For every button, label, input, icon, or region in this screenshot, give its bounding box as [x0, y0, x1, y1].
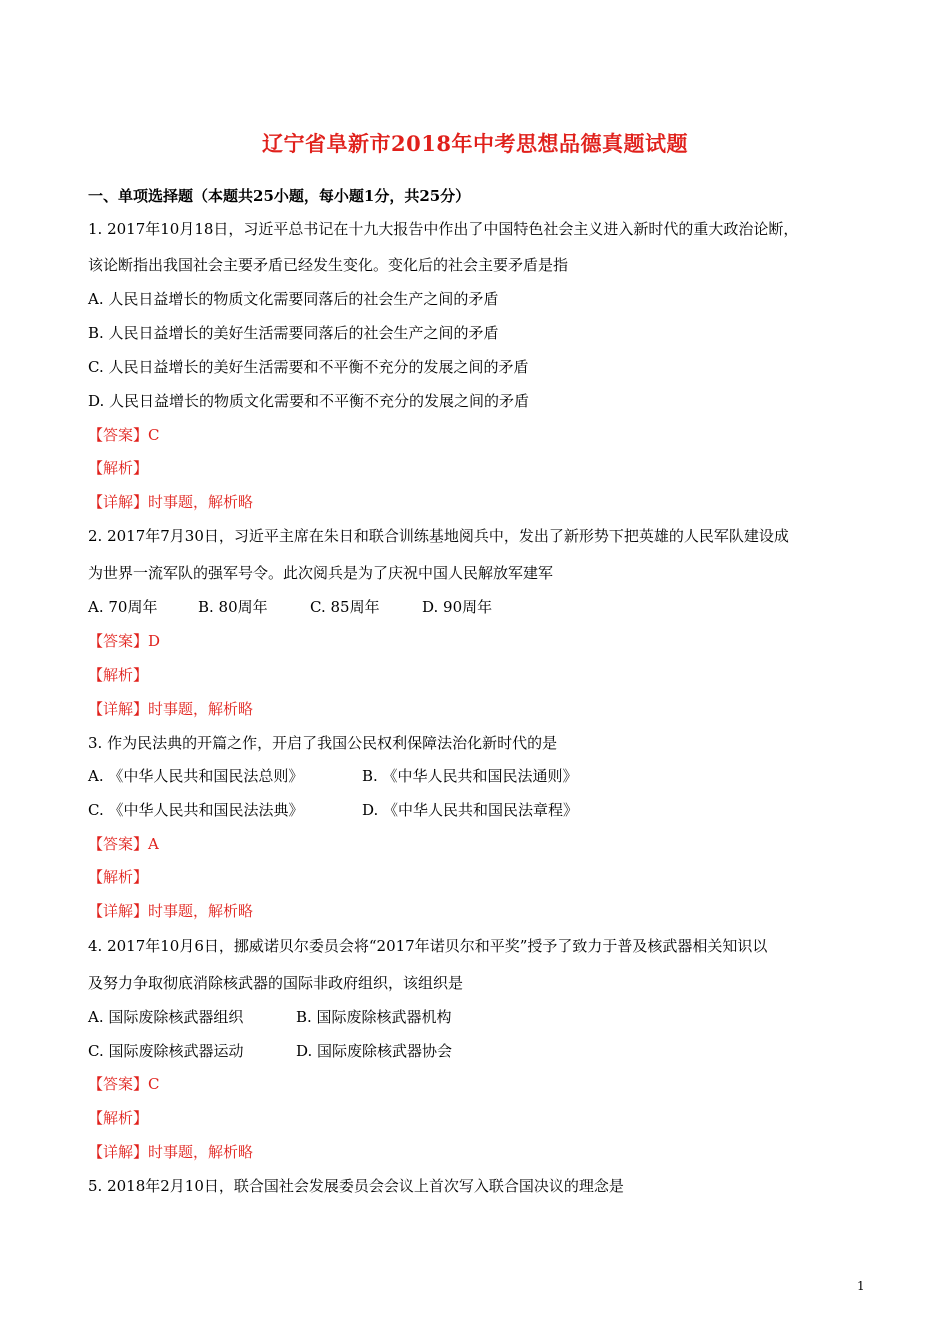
q4-stem-line2: 及努力争取彻底消除核武器的国际非政府组织，该组织是: [88, 974, 464, 992]
answer-value: A: [148, 835, 159, 853]
q3-detail: 【详解】时事题，解析略: [88, 902, 254, 920]
q3-option-c: C. 《中华人民共和国民法法典》: [88, 801, 304, 819]
q2-detail: 【详解】时事题，解析略: [88, 700, 254, 718]
q1-detail: 【详解】时事题，解析略: [88, 493, 254, 511]
q4-option-d: D. 国际废除核武器协会: [296, 1042, 453, 1060]
q4-answer: [88, 1074, 160, 1094]
q2-stem-line1: 2. 2017年7月30日，习近平主席在朱日和联合训练基地阅兵中，发出了新形势下把英雄的人民军队建设成: [88, 527, 789, 545]
q2-option-d: D. 90周年: [422, 598, 493, 616]
q4-option-a: A. 国际废除核武器组织: [88, 1008, 244, 1026]
q1-option-d: D. 人民日益增长的物质文化需要和不平衡不充分的发展之间的矛盾: [88, 392, 530, 410]
q4-options-row2: [88, 1041, 452, 1061]
q3-analysis-label: 【解析】: [88, 868, 149, 886]
q1-option-c: C. 人民日益增长的美好生活需要和不平衡不充分的发展之间的矛盾: [88, 358, 529, 376]
q1-stem-line1: 1. 2017年10月18日，习近平总书记在十九大报告中作出了中国特色社会主义进入新时代的重大政治论断，: [88, 220, 799, 238]
answer-value: C: [148, 426, 160, 444]
page-title: 辽宁省阜新市2018年中考思想品德真题试题: [262, 131, 688, 156]
q4-stem-line1: 4. 2017年10月6日，挪威诺贝尔委员会将“2017年诺贝尔和平奖”授予了致力于普及核武器相关知识以: [88, 937, 768, 955]
section-heading: 一、单项选择题（本题共25小题，每小题1分，共25分）: [88, 187, 471, 205]
q3-options-row2: [88, 800, 578, 820]
q2-option-c: C. 85周年: [310, 598, 380, 616]
q1-stem-line2: 该论断指出我国社会主要矛盾已经发生变化。变化后的社会主要矛盾是指: [88, 256, 569, 274]
q3-answer: [88, 834, 159, 854]
q2-analysis-label: 【解析】: [88, 666, 149, 684]
q3-option-d: D. 《中华人民共和国民法章程》: [362, 801, 579, 819]
q4-detail: 【详解】时事题，解析略: [88, 1143, 254, 1161]
answer-label: 【答案】: [88, 426, 149, 444]
q1-option-a: A. 人民日益增长的物质文化需要同落后的社会生产之间的矛盾: [88, 290, 499, 308]
q1-analysis-label: 【解析】: [88, 459, 149, 477]
q3-stem-line1: 3. 作为民法典的开篇之作，开启了我国公民权利保障法治化新时代的是: [88, 734, 558, 752]
q2-options: [88, 597, 492, 617]
answer-value: D: [148, 632, 161, 650]
q1-answer: [88, 425, 160, 445]
q4-options-row1: [88, 1007, 452, 1027]
q2-option-b: B. 80周年: [198, 598, 268, 616]
q4-option-c: C. 国际废除核武器运动: [88, 1042, 244, 1060]
q4-option-b: B. 国际废除核武器机构: [296, 1008, 452, 1026]
q3-option-a: A. 《中华人民共和国民法总则》: [88, 767, 304, 785]
q2-answer: [88, 631, 160, 651]
page-number: 1: [857, 1279, 865, 1293]
q4-analysis-label: 【解析】: [88, 1109, 149, 1127]
q3-options-row1: [88, 766, 578, 786]
q1-option-b: B. 人民日益增长的美好生活需要同落后的社会生产之间的矛盾: [88, 324, 499, 342]
q5-stem-line1: 5. 2018年2月10日，联合国社会发展委员会会议上首次写入联合国决议的理念是: [88, 1177, 624, 1195]
answer-label: 【答案】: [88, 835, 149, 853]
answer-value: C: [148, 1075, 160, 1093]
q3-option-b: B. 《中华人民共和国民法通则》: [362, 767, 578, 785]
answer-label: 【答案】: [88, 1075, 149, 1093]
answer-label: 【答案】: [88, 632, 149, 650]
q2-option-a: A. 70周年: [88, 598, 158, 616]
q2-stem-line2: 为世界一流军队的强军号令。此次阅兵是为了庆祝中国人民解放军建军: [88, 564, 554, 582]
